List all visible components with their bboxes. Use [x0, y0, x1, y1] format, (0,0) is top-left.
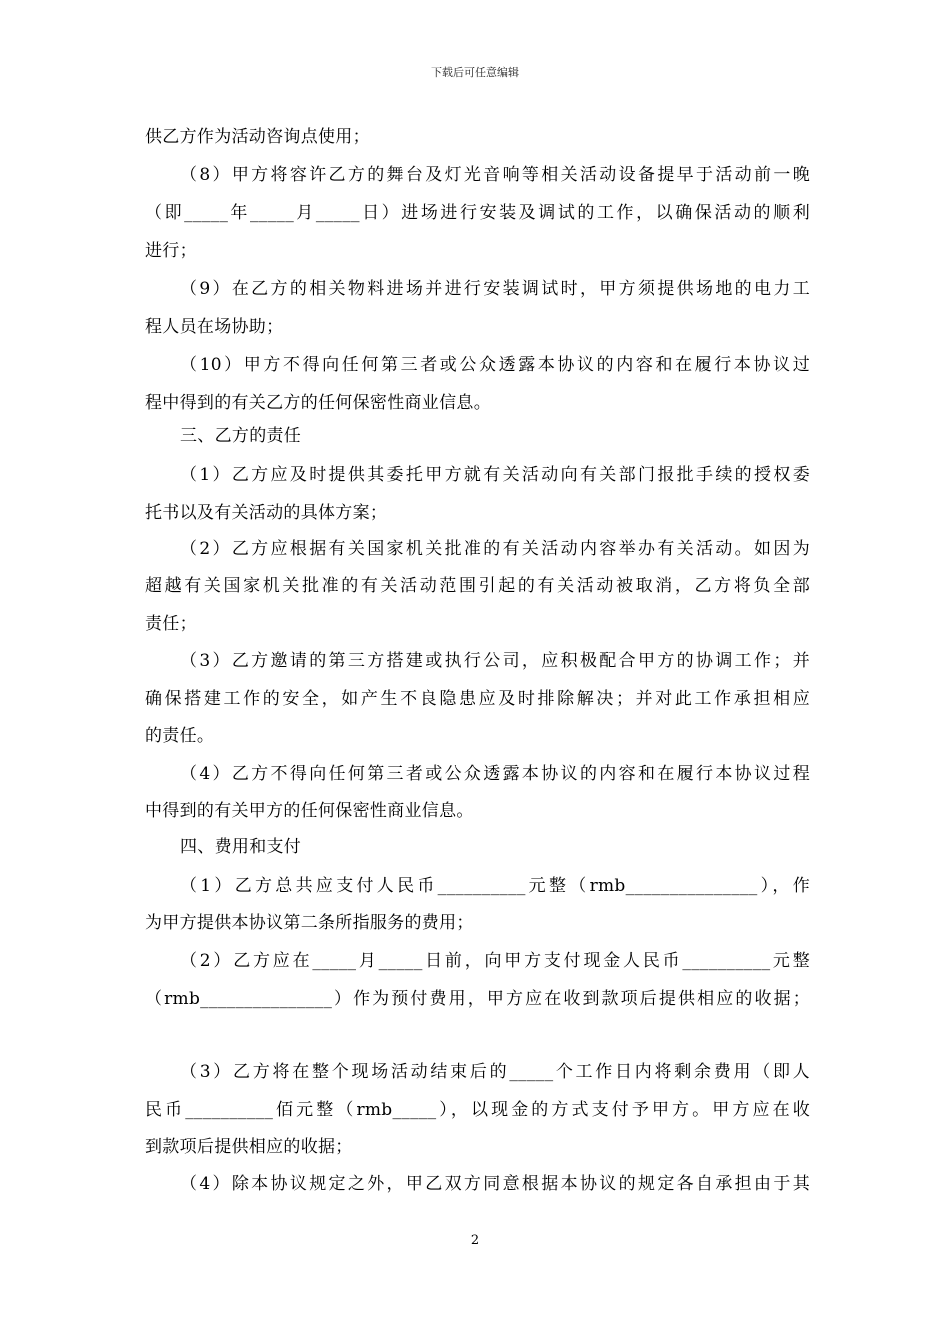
- duty-3-line-1: （3）乙方邀请的第三方搭建或执行公司，应积极配合甲方的协调工作；并: [180, 651, 810, 671]
- duty-3-line-3: 的责任。: [145, 726, 215, 746]
- text-line: 供乙方作为活动咨询点使用；: [145, 127, 370, 147]
- clause-8-line-1: （8）甲方将容许乙方的舞台及灯光音响等相关活动设备提早于活动前一晚: [180, 165, 810, 185]
- payment-1-line-1: （1）乙方总共应支付人民币__________元整（rmb_______________），作: [180, 876, 810, 896]
- payment-3-line-3: 到款项后提供相应的收据；: [145, 1137, 353, 1157]
- clause-8-line-3: 进行；: [145, 241, 197, 261]
- duty-3-line-2: 确保搭建工作的安全，如产生不良隐患应及时排除解决；并对此工作承担相应: [145, 689, 810, 709]
- duty-1-line-2: 托书以及有关活动的具体方案；: [145, 503, 388, 523]
- clause-10-line-1: （10）甲方不得向任何第三者或公众透露本协议的内容和在履行本协议过: [180, 355, 810, 375]
- clause-8-line-2: （即_____年_____月_____日）进场进行安装及调试的工作，以确保活动的顺利: [145, 203, 810, 223]
- clause-9-line-2: 程人员在场协助；: [145, 317, 284, 337]
- page-number: 2: [470, 1233, 480, 1248]
- duty-4-line-2: 中得到的有关甲方的任何保密性商业信息。: [145, 801, 474, 821]
- duty-4-line-1: （4）乙方不得向任何第三者或公众透露本协议的内容和在履行本协议过程: [180, 764, 810, 784]
- payment-2-line-2: （rmb_______________）作为预付费用，甲方应在收到款项后提供相应的收据；: [145, 989, 810, 1009]
- duty-2-line-3: 责任；: [145, 614, 197, 634]
- payment-2-line-1: （2）乙方应在_____月_____日前，向甲方支付现金人民币__________元整: [180, 951, 810, 971]
- duty-1-line-1: （1）乙方应及时提供其委托甲方就有关活动向有关部门报批手续的授权委: [180, 465, 810, 485]
- duty-2-line-1: （2）乙方应根据有关国家机关批准的有关活动内容举办有关活动。如因为: [180, 539, 810, 559]
- clause-9-line-1: （9）在乙方的相关物料进场并进行安装调试时，甲方须提供场地的电力工: [180, 279, 810, 299]
- section-heading-fees-and-payment: 四、费用和支付: [180, 837, 302, 857]
- clause-10-line-2: 程中得到的有关乙方的任何保密性商业信息。: [145, 393, 491, 413]
- page-header-note: 下载后可任意编辑: [431, 66, 519, 79]
- payment-1-line-2: 为甲方提供本协议第二条所指服务的费用；: [145, 913, 474, 933]
- payment-4-line-1: （4）除本协议规定之外，甲乙双方同意根据本协议的规定各自承担由于其: [180, 1174, 810, 1194]
- duty-2-line-2: 超越有关国家机关批准的有关活动范围引起的有关活动被取消，乙方将负全部: [145, 576, 810, 596]
- payment-3-line-2: 民币__________佰元整（rmb_____），以现金的方式支付予甲方。甲方应在收: [145, 1100, 810, 1120]
- section-heading-party-b-duties: 三、乙方的责任: [180, 426, 302, 446]
- payment-3-line-1: （3）乙方将在整个现场活动结束后的_____个工作日内将剩余费用（即人: [180, 1062, 810, 1082]
